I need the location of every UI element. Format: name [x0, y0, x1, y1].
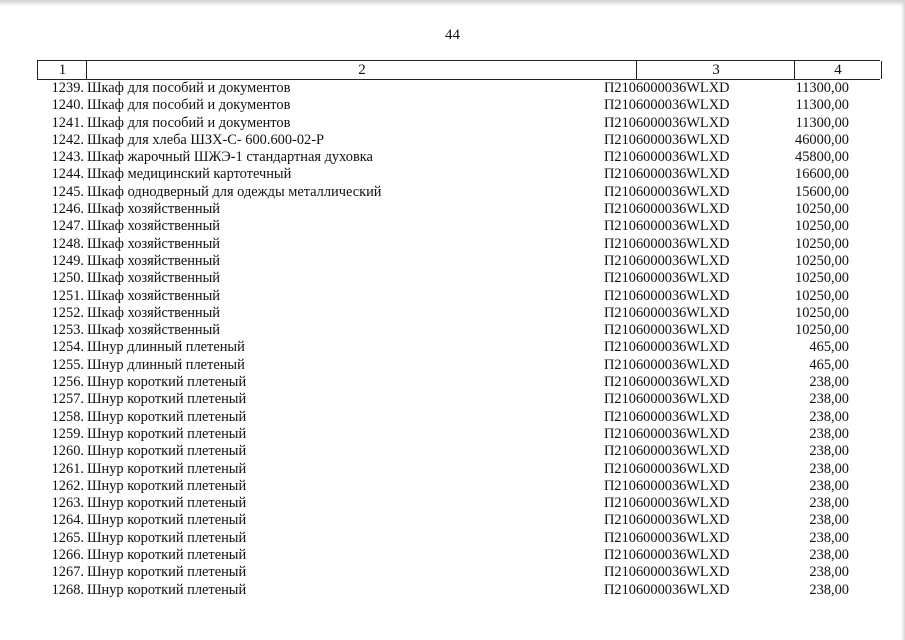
item-price: 10250,00: [795, 218, 849, 235]
item-price: 11300,00: [795, 80, 849, 96]
table-row: [37, 184, 880, 201]
item-price: 238,00: [809, 581, 849, 598]
item-code: П2106000036WLXD: [604, 477, 730, 494]
item-code: П2106000036WLXD: [604, 201, 730, 218]
item-name: Шнур короткий плетеный: [87, 391, 247, 408]
scan-shadow-right: [901, 0, 905, 640]
table-row: [37, 149, 880, 166]
item-name: Шнур короткий плетеный: [87, 581, 247, 598]
table-row: [37, 218, 880, 235]
item-price: 238,00: [809, 495, 849, 512]
item-name: Шнур короткий плетеный: [87, 495, 247, 512]
item-price: 238,00: [809, 425, 849, 442]
item-name: Шкаф хозяйственный: [87, 322, 220, 339]
table-row: [37, 357, 880, 374]
table-row: [37, 339, 880, 356]
item-price: 238,00: [809, 408, 849, 425]
table-row: [37, 409, 880, 426]
item-code: П2106000036WLXD: [604, 80, 730, 96]
row-number: 1239.: [51, 80, 84, 96]
row-number: 1265.: [51, 529, 84, 546]
table-row: [37, 115, 880, 132]
item-code: П2106000036WLXD: [604, 339, 730, 356]
item-code: П2106000036WLXD: [604, 131, 730, 148]
row-number: 1255.: [51, 356, 84, 373]
table-row: [37, 253, 880, 270]
table-row: [37, 166, 880, 183]
row-number: 1246.: [51, 201, 84, 218]
scan-shadow-top: [0, 0, 905, 6]
row-number: 1262.: [51, 477, 84, 494]
item-price: 10250,00: [795, 322, 849, 339]
item-name: Шнур короткий плетеный: [87, 512, 247, 529]
item-name: Шкаф хозяйственный: [87, 304, 220, 321]
item-name: Шнур короткий плетеный: [87, 564, 247, 581]
item-code: П2106000036WLXD: [604, 356, 730, 373]
item-code: П2106000036WLXD: [604, 391, 730, 408]
item-name: Шкаф для пособий и документов: [87, 97, 291, 114]
item-code: П2106000036WLXD: [604, 149, 730, 166]
item-name: Шкаф хозяйственный: [87, 270, 220, 287]
item-code: П2106000036WLXD: [604, 547, 730, 564]
item-code: П2106000036WLXD: [604, 425, 730, 442]
item-name: Шкаф для пособий и документов: [87, 114, 291, 131]
row-number: 1251.: [51, 287, 84, 304]
item-price: 465,00: [809, 339, 849, 356]
row-number: 1268.: [51, 581, 84, 598]
table-row: [37, 495, 880, 512]
table-row: [37, 236, 880, 253]
item-name: Шнур короткий плетеный: [87, 425, 247, 442]
column-header-2: 2: [86, 61, 637, 79]
item-price: 15600,00: [795, 183, 849, 200]
item-code: П2106000036WLXD: [604, 529, 730, 546]
row-number: 1260.: [51, 443, 84, 460]
table-row: [37, 270, 880, 287]
table-row: [37, 97, 880, 114]
item-name: Шкаф для хлеба ШЗХ-С- 600.600-02-Р: [87, 131, 325, 148]
table-header: [37, 60, 880, 80]
item-name: Шнур короткий плетеный: [87, 460, 247, 477]
row-number: 1241.: [51, 114, 84, 131]
row-number: 1252.: [51, 304, 84, 321]
item-price: 10250,00: [795, 287, 849, 304]
item-price: 238,00: [809, 547, 849, 564]
item-code: П2106000036WLXD: [604, 183, 730, 200]
table-row: [37, 374, 880, 391]
item-name: Шнур короткий плетеный: [87, 477, 247, 494]
row-number: 1257.: [51, 391, 84, 408]
item-price: 10250,00: [795, 270, 849, 287]
table-row: [37, 201, 880, 218]
item-code: П2106000036WLXD: [604, 443, 730, 460]
item-name: Шкаф для пособий и документов: [87, 80, 291, 96]
item-code: П2106000036WLXD: [604, 460, 730, 477]
row-number: 1259.: [51, 425, 84, 442]
table-row: [37, 391, 880, 408]
item-name: Шнур короткий плетеный: [87, 408, 247, 425]
item-code: П2106000036WLXD: [604, 512, 730, 529]
table-row: [37, 305, 880, 322]
item-name: Шкаф хозяйственный: [87, 201, 220, 218]
item-name: Шнур длинный плетеный: [87, 339, 245, 356]
item-code: П2106000036WLXD: [604, 97, 730, 114]
item-code: П2106000036WLXD: [604, 166, 730, 183]
row-number: 1264.: [51, 512, 84, 529]
row-number: 1248.: [51, 235, 84, 252]
table-body: [37, 80, 880, 599]
table-row: [37, 547, 880, 564]
item-price: 46000,00: [795, 131, 849, 148]
item-code: П2106000036WLXD: [604, 408, 730, 425]
column-header-1: 1: [37, 61, 87, 79]
item-price: 10250,00: [795, 252, 849, 269]
item-name: Шкаф жарочный ШЖЭ-1 стандартная духовка: [87, 149, 373, 166]
item-name: Шкаф хозяйственный: [87, 235, 220, 252]
item-price: 238,00: [809, 374, 849, 391]
item-price: 16600,00: [795, 166, 849, 183]
item-name: Шкаф хозяйственный: [87, 287, 220, 304]
row-number: 1253.: [51, 322, 84, 339]
row-number: 1249.: [51, 252, 84, 269]
table-row: [37, 80, 880, 97]
table-row: [37, 512, 880, 529]
row-number: 1258.: [51, 408, 84, 425]
item-name: Шнур короткий плетеный: [87, 443, 247, 460]
item-code: П2106000036WLXD: [604, 564, 730, 581]
item-price: 238,00: [809, 460, 849, 477]
item-code: П2106000036WLXD: [604, 287, 730, 304]
row-number: 1242.: [51, 131, 84, 148]
item-code: П2106000036WLXD: [604, 218, 730, 235]
table-row: [37, 426, 880, 443]
item-code: П2106000036WLXD: [604, 374, 730, 391]
row-number: 1263.: [51, 495, 84, 512]
row-number: 1267.: [51, 564, 84, 581]
item-price: 11300,00: [795, 114, 849, 131]
row-number: 1250.: [51, 270, 84, 287]
item-code: П2106000036WLXD: [604, 304, 730, 321]
item-price: 10250,00: [795, 235, 849, 252]
table-row: [37, 322, 880, 339]
table-row: [37, 132, 880, 149]
item-price: 11300,00: [795, 97, 849, 114]
item-name: Шнур короткий плетеный: [87, 374, 247, 391]
table-row: [37, 288, 880, 305]
table-row: [37, 461, 880, 478]
item-name: Шнур короткий плетеный: [87, 529, 247, 546]
row-number: 1247.: [51, 218, 84, 235]
item-price: 238,00: [809, 477, 849, 494]
row-number: 1256.: [51, 374, 84, 391]
column-header-3: 3: [636, 61, 795, 79]
item-price: 45800,00: [795, 149, 849, 166]
item-name: Шкаф медицинский картотечный: [87, 166, 292, 183]
item-price: 238,00: [809, 512, 849, 529]
column-header-4: 4: [794, 61, 882, 79]
row-number: 1240.: [51, 97, 84, 114]
item-name: Шкаф хозяйственный: [87, 252, 220, 269]
row-number: 1244.: [51, 166, 84, 183]
item-name: Шнур короткий плетеный: [87, 547, 247, 564]
row-number: 1243.: [51, 149, 84, 166]
item-code: П2106000036WLXD: [604, 235, 730, 252]
table-row: [37, 582, 880, 599]
item-code: П2106000036WLXD: [604, 252, 730, 269]
row-number: 1266.: [51, 547, 84, 564]
item-code: П2106000036WLXD: [604, 114, 730, 131]
table-row: [37, 478, 880, 495]
item-code: П2106000036WLXD: [604, 322, 730, 339]
item-price: 238,00: [809, 443, 849, 460]
item-price: 238,00: [809, 529, 849, 546]
item-price: 10250,00: [795, 201, 849, 218]
item-price: 238,00: [809, 564, 849, 581]
page-number: 44: [445, 27, 460, 43]
item-price: 238,00: [809, 391, 849, 408]
table-row: [37, 443, 880, 460]
table-row: [37, 564, 880, 581]
item-name: Шкаф хозяйственный: [87, 218, 220, 235]
table-row: [37, 530, 880, 547]
row-number: 1254.: [51, 339, 84, 356]
item-name: Шкаф однодверный для одежды металлический: [87, 183, 382, 200]
item-price: 465,00: [809, 356, 849, 373]
row-number: 1261.: [51, 460, 84, 477]
item-code: П2106000036WLXD: [604, 581, 730, 598]
item-price: 10250,00: [795, 304, 849, 321]
row-number: 1245.: [51, 183, 84, 200]
item-code: П2106000036WLXD: [604, 270, 730, 287]
item-name: Шнур длинный плетеный: [87, 356, 245, 373]
item-code: П2106000036WLXD: [604, 495, 730, 512]
